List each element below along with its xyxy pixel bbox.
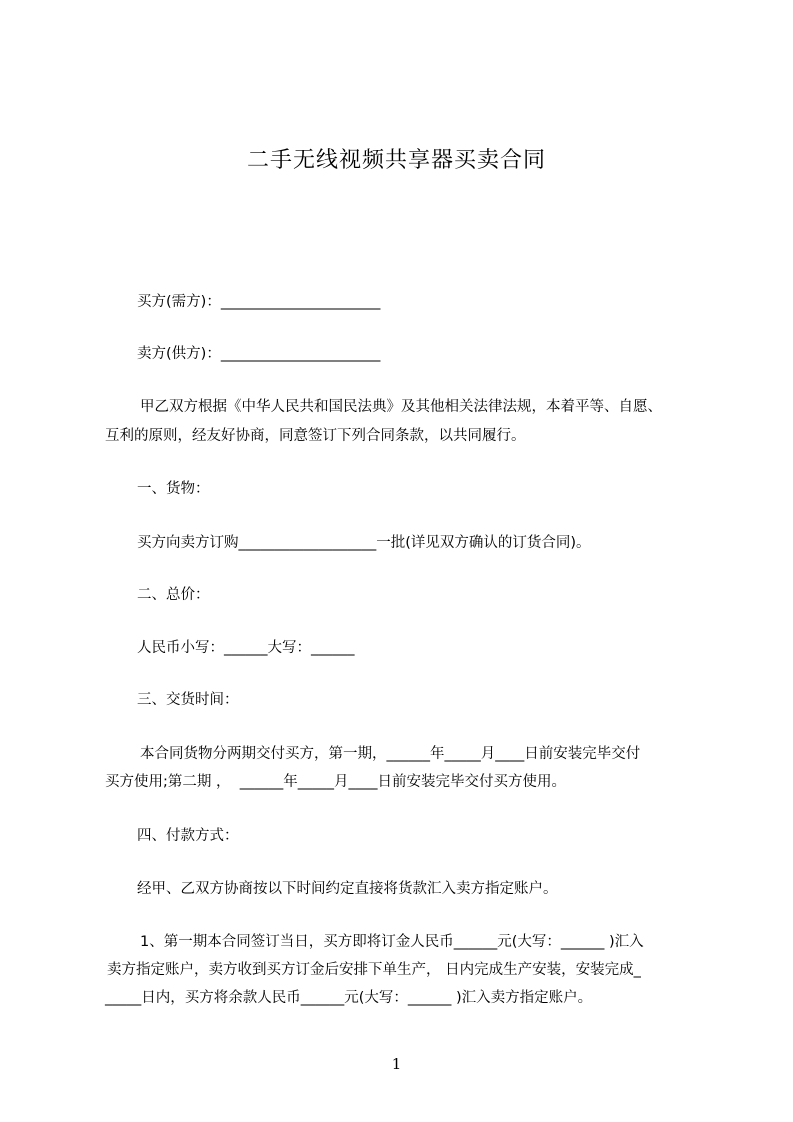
section-4-item-1-line-1: 1、第一期本合同签订当日，买方即将订金人民币______元(大写：______ )汇入: [140, 934, 644, 950]
section-4-heading: 四、付款方式：: [137, 828, 239, 844]
section-3-text-1: 本合同货物分两期交付买方，第一期，______年_____月____日前安装完毕交付: [140, 746, 641, 762]
section-1-heading: 一、货物：: [137, 481, 210, 497]
section-4-text: 经甲、乙双方协商按以下时间约定直接将货款汇入卖方指定账户。: [137, 881, 558, 897]
section-3-heading: 三、交货时间：: [137, 692, 239, 708]
page-number: 1: [391, 1055, 402, 1073]
section-2-text: 人民币小写：______大写：______: [137, 640, 355, 656]
intro-line-2: 互利的原则，经友好协商，同意签订下列合同条款，以共同履行。: [105, 428, 526, 444]
intro-line-1: 甲乙双方根据《中华人民共和国民法典》及其他相关法律法规，本着平等、自愿、: [140, 399, 662, 415]
seller-line: 卖方(供方)：______________________: [137, 346, 381, 362]
buyer-line: 买方(需方)：______________________: [137, 294, 381, 310]
section-1-text: 买方向卖方订购___________________一批(详见双方确认的订货合同)。: [137, 535, 591, 551]
page-title: 二手无线视频共享器买卖合同: [246, 148, 546, 173]
section-3-text-2: 买方使用;第二期 ， ______年_____月____日前安装完毕交付买方使用。: [105, 774, 566, 790]
section-4-item-1-line-3: _____日内，买方将余款人民币______元(大写：______ )汇入卖方指定账户。: [105, 990, 593, 1006]
section-2-heading: 二、总价：: [137, 587, 210, 603]
section-4-item-1-line-2: 卖方指定账户，卖方收到买方订金后安排下单生产， 日内完成生产安装，安装完成_: [107, 962, 641, 978]
